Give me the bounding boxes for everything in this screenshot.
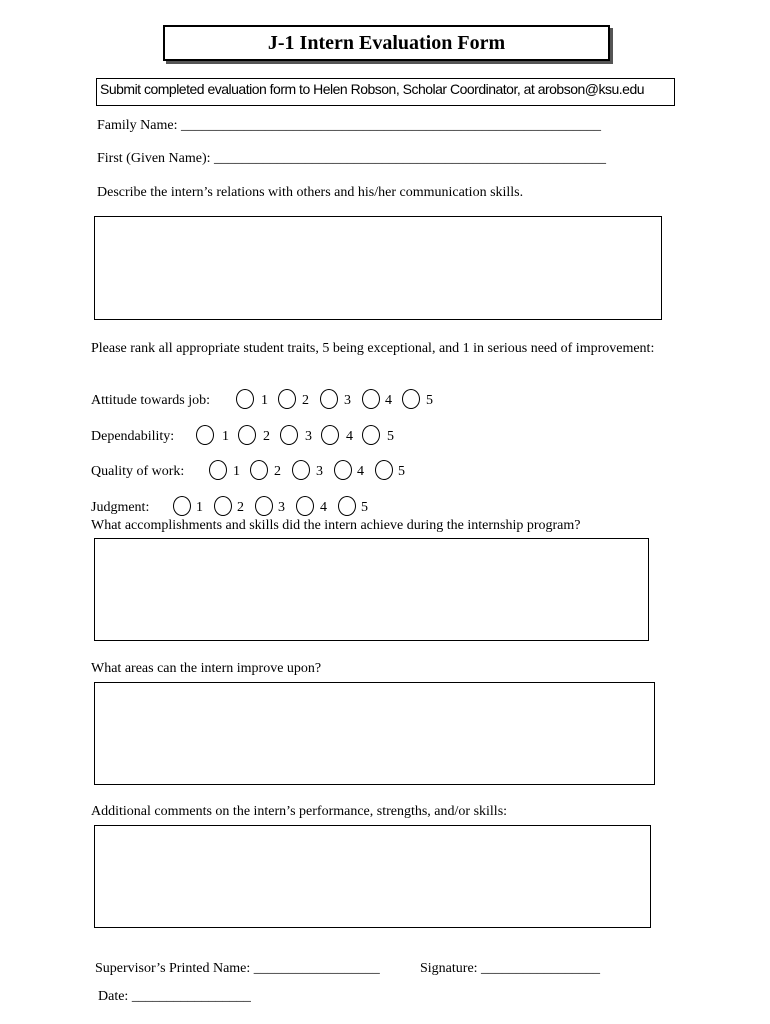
relations-question: Describe the intern’s relations with others and his/her communication skills. bbox=[97, 185, 524, 200]
rating-number: 5 bbox=[398, 464, 405, 479]
rating-radio-4[interactable] bbox=[334, 460, 352, 480]
first-name-field[interactable]: ________________________________________________________ bbox=[214, 151, 607, 166]
rating-number: 4 bbox=[357, 464, 364, 479]
rating-radio-2[interactable] bbox=[238, 425, 256, 445]
rating-radio-3[interactable] bbox=[280, 425, 298, 445]
rating-number: 4 bbox=[346, 429, 353, 444]
trait-label: Judgment: bbox=[91, 500, 150, 515]
rating-radio-4[interactable] bbox=[362, 389, 380, 409]
supervisor-name-label: Supervisor’s Printed Name: bbox=[95, 961, 251, 976]
rating-radio-5[interactable] bbox=[402, 389, 420, 409]
rating-radio-1[interactable] bbox=[209, 460, 227, 480]
date-row bbox=[98, 989, 251, 1005]
date-field[interactable]: _________________ bbox=[131, 989, 251, 1004]
rating-number: 2 bbox=[274, 464, 281, 479]
rating-radio-2[interactable] bbox=[278, 389, 296, 409]
rating-number: 3 bbox=[305, 429, 312, 444]
accomplishments-answer-box[interactable] bbox=[94, 538, 649, 641]
relations-answer-box[interactable] bbox=[94, 216, 662, 320]
accomplishments-question: What accomplishments and skills did the intern achieve during the internship program? bbox=[91, 518, 581, 533]
improve-question: What areas can the intern improve upon? bbox=[91, 661, 322, 676]
signature-label: Signature: bbox=[420, 961, 478, 976]
rating-number: 1 bbox=[261, 393, 268, 408]
rating-number: 2 bbox=[302, 393, 309, 408]
rating-number: 5 bbox=[387, 429, 394, 444]
rating-number: 1 bbox=[233, 464, 240, 479]
rating-radio-1[interactable] bbox=[196, 425, 214, 445]
family-name-label: Family Name: bbox=[97, 118, 178, 133]
signature-field[interactable]: _________________ bbox=[481, 961, 601, 976]
rating-number: 2 bbox=[263, 429, 270, 444]
signature-row bbox=[420, 961, 600, 977]
trait-row-judgment bbox=[91, 496, 491, 520]
rating-radio-2[interactable] bbox=[250, 460, 268, 480]
comments-answer-box[interactable] bbox=[94, 825, 651, 928]
rating-number: 1 bbox=[196, 500, 203, 515]
family-name-row bbox=[97, 118, 601, 134]
supervisor-name-row bbox=[95, 961, 380, 977]
rank-instruction: Please rank all appropriate student traits, 5 being exceptional, and 1 in serious need of improvement: bbox=[91, 341, 655, 356]
rating-number: 5 bbox=[361, 500, 368, 515]
trait-row-quality bbox=[91, 460, 491, 484]
form-title: J-1 Intern Evaluation Form bbox=[163, 25, 610, 61]
rating-number: 4 bbox=[385, 393, 392, 408]
submission-notice: Submit completed evaluation form to Helen Robson, Scholar Coordinator, at arobson@ksu.edu bbox=[96, 78, 675, 106]
rating-radio-2[interactable] bbox=[214, 496, 232, 516]
rating-number: 1 bbox=[222, 429, 229, 444]
rating-radio-3[interactable] bbox=[320, 389, 338, 409]
comments-question: Additional comments on the intern’s performance, strengths, and/or skills: bbox=[91, 804, 508, 819]
trait-label: Quality of work: bbox=[91, 464, 185, 479]
date-label: Date: bbox=[98, 989, 129, 1004]
improve-answer-box[interactable] bbox=[94, 682, 655, 785]
rating-number: 2 bbox=[237, 500, 244, 515]
rating-radio-3[interactable] bbox=[255, 496, 273, 516]
rating-radio-1[interactable] bbox=[173, 496, 191, 516]
rating-radio-3[interactable] bbox=[292, 460, 310, 480]
rating-radio-4[interactable] bbox=[321, 425, 339, 445]
rating-number: 4 bbox=[320, 500, 327, 515]
trait-row-attitude bbox=[91, 389, 491, 413]
rating-number: 3 bbox=[278, 500, 285, 515]
rating-number: 3 bbox=[316, 464, 323, 479]
family-name-field[interactable]: ____________________________________________________________ bbox=[181, 118, 601, 133]
rating-radio-1[interactable] bbox=[236, 389, 254, 409]
rating-number: 5 bbox=[426, 393, 433, 408]
rating-radio-5[interactable] bbox=[375, 460, 393, 480]
first-name-label: First (Given Name): bbox=[97, 151, 211, 166]
rating-number: 3 bbox=[344, 393, 351, 408]
rating-radio-5[interactable] bbox=[338, 496, 356, 516]
trait-row-dependability bbox=[91, 425, 491, 449]
trait-label: Dependability: bbox=[91, 429, 175, 444]
supervisor-name-field[interactable]: __________________ bbox=[253, 961, 380, 976]
rating-radio-5[interactable] bbox=[362, 425, 380, 445]
first-name-row bbox=[97, 151, 606, 167]
rating-radio-4[interactable] bbox=[296, 496, 314, 516]
trait-label: Attitude towards job: bbox=[91, 393, 210, 408]
